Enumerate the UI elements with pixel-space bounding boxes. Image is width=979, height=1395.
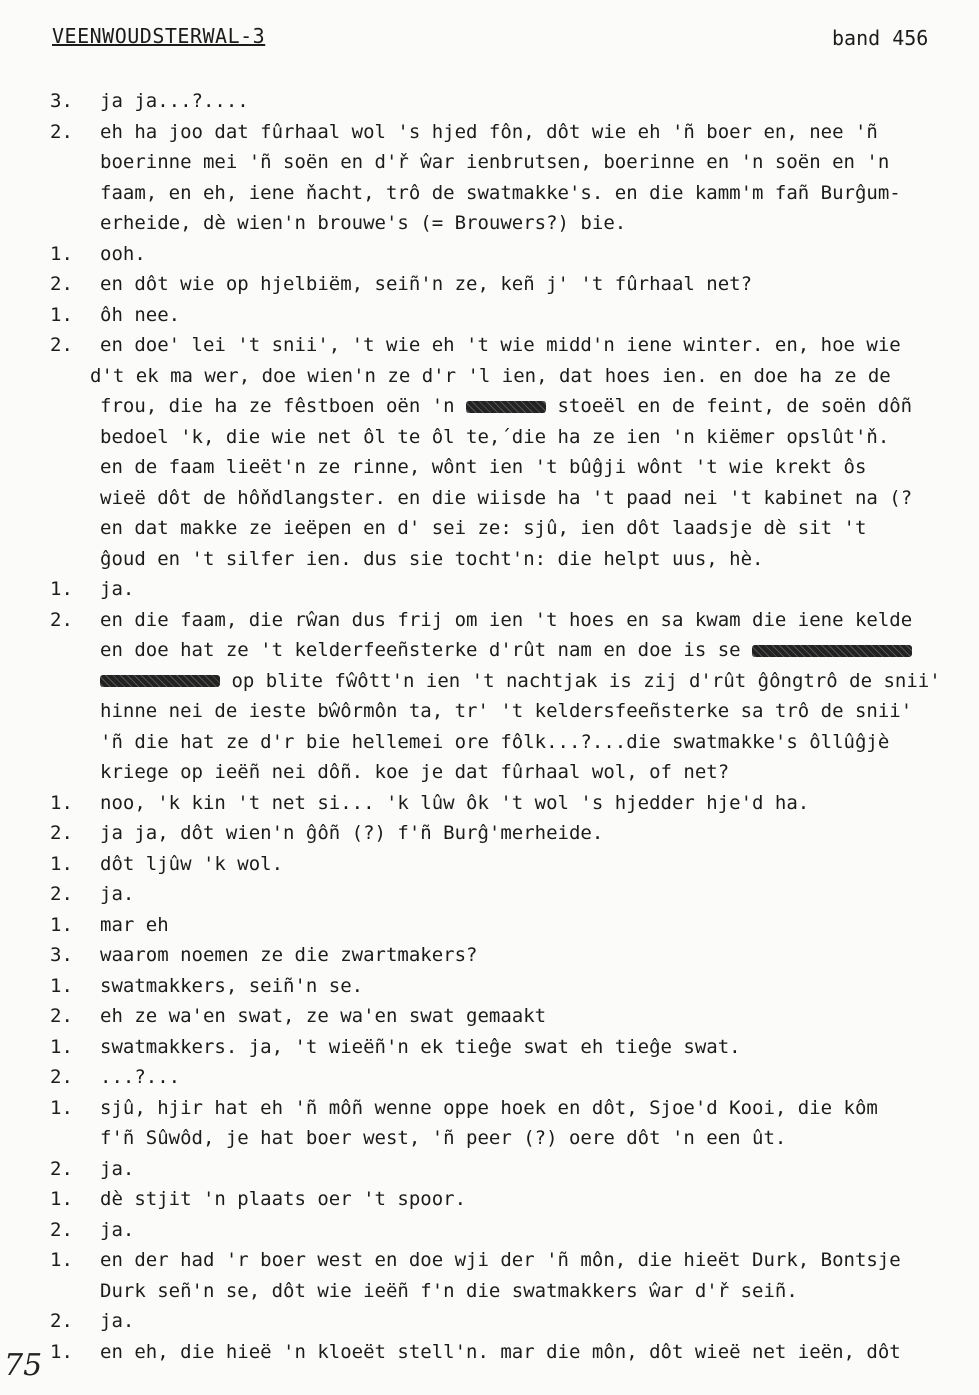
line-text: waarom noemen ze die zwartmakers? [100,944,478,966]
line-text: en de faam lieët'n ze rinne, wônt ien 't bûĝji wônt 't wie krekt ôs [100,456,867,478]
line-text: en eh, die hieë 'n kloeët stell'n. mar die môn, dôt wieë net ieën, dôt [100,1340,901,1363]
transcript-line [0,361,979,392]
speaker-number: 1. [50,791,73,814]
speaker-number: 2. [50,1218,73,1241]
speaker-number: 1. [50,1340,73,1363]
line-text: Durk señ'n se, dôt wie ieëñ f'n die swatmakkers ŵar d'ř seiñ. [100,1279,798,1302]
line-text: swatmakkers, seiñ'n se. [100,974,364,997]
speaker-number: 2. [50,883,73,905]
speaker-number: 1. [50,974,73,997]
transcript-line [0,818,979,849]
transcript-line [0,605,979,636]
line-text: sjû, hjir hat eh 'ñ môñ wenne oppe hoek en dôt, Sjoe'd Kooi, die kôm [100,1096,878,1119]
transcript-line [0,513,979,544]
line-text: en doe hat ze 't kelderfeeñsterke d'rût nam en doe is se [100,635,979,666]
line-text: 'ñ die hat ze d'r bie hellemei ore fôlk...?...die swatmakke's ôllûĝjè [100,730,890,753]
transcript-line [0,635,979,666]
transcript-line [0,1123,979,1154]
transcript-line [0,1093,979,1124]
transcript-line [0,239,979,270]
line-text: en die faam, die rŵan dus frij om ien 't hoes en sa kwam die iene kelde [100,608,913,631]
transcript-line [0,1062,979,1093]
transcript-line [0,1337,979,1368]
line-text: en dôt wie op hjelbiëm, seiñ'n ze, keñ j' 't fûrhaal net? [100,273,753,295]
speaker-number: 2. [50,608,73,631]
line-text: mar eh [100,913,169,936]
line-text: ja ja, dôt wien'n ĝôñ (?) f'ñ Burĝ'merheide. [100,822,604,844]
speaker-number: 2. [50,1005,73,1027]
speaker-number: 2. [50,334,73,356]
line-text: ja. [100,1310,135,1332]
document-title: VEENWOUDSTERWAL-3 [52,24,266,48]
transcript-line [0,971,979,1002]
transcript-line [0,1245,979,1276]
transcript-line [0,1184,979,1215]
transcript-line [0,757,979,788]
speaker-number: 2. [50,273,73,295]
line-text: ôh nee. [100,303,181,326]
line-text: boerinne mei 'ñ soën en d'ř ŵar ienbrutsen, boerinne en 'n soën en 'n [100,151,890,173]
transcript-line [0,666,979,697]
line-text: op blite fŵôtt'n ien 't nachtjak is zij d'rût ĝôngtrô de snii' [100,666,979,697]
line-text: ja. [100,1218,135,1241]
line-text: dè stjit 'n plaats oer 't spoor. [100,1188,467,1210]
speaker-number: 2. [50,822,73,844]
line-text: dôt ljûw 'k wol. [100,852,284,875]
line-text: wieë dôt de hôňdlangster. en die wiisde ha 't paad nei 't kabinet na (? [100,486,913,509]
speaker-number: 1. [50,852,73,875]
transcript-line [0,452,979,483]
speaker-number: 3. [50,944,73,966]
line-text: frou, die ha ze fêstboen oën 'n stoeël en de feint, de soën dôñ [100,395,913,417]
margin-page-number: 75 [4,1348,43,1383]
transcript-body [0,86,979,1367]
transcript-line [0,879,979,910]
line-text: d't ek ma wer, doe wien'n ze d'r 'l ien, dat hoes ien. en doe ha ze de [90,364,891,387]
speaker-number: 3. [50,90,73,112]
line-text: eh ze wa'en swat, ze wa'en swat gemaakt [100,1005,547,1027]
transcript-line [0,208,979,239]
line-text: ja. [100,578,135,600]
transcript-line [0,1001,979,1032]
transcript-line [0,178,979,209]
transcript-line [0,1276,979,1307]
line-text: ja ja...?.... [100,90,249,112]
speaker-number: 1. [50,578,73,600]
line-text: faam, en eh, iene ňacht, trô de swatmakke's. en die kamm'm fañ Burĝum- [100,181,901,204]
transcript-line [0,849,979,880]
transcript-line [0,1306,979,1337]
speaker-number: 1. [50,1035,73,1058]
speaker-number: 2. [50,120,73,143]
transcript-line [0,940,979,971]
line-text: ja. [100,883,135,905]
transcript-line [0,544,979,575]
transcript-line [0,300,979,331]
line-text: en dat makke ze ieëpen en d' sei ze: sjû, ien dôt laadsje dè sit 't [100,517,867,539]
transcript-line [0,269,979,300]
line-text: hinne nei de ieste bŵôrmôn ta, tr' 't keldersfeeñsterke sa trô de snii' [100,700,913,722]
transcript-line [0,117,979,148]
line-text: ĝoud en 't silfer ien. dus sie tocht'n: die helpt uus, hè. [100,547,764,570]
speaker-number: 1. [50,1188,73,1210]
line-text: noo, 'k kin 't net si... 'k lûw ôk 't wol 's hjedder hje'd ha. [100,791,810,814]
transcript-line [0,727,979,758]
transcript-line [0,86,979,117]
tape-number: band 456 [832,26,929,50]
speaker-number: 1. [50,1249,73,1271]
speaker-number: 2. [50,1157,73,1180]
transcript-line [0,330,979,361]
line-text: erheide, dè wien'n brouwe's (= Brouwers?) bie. [100,212,627,234]
line-text: en der had 'r boer west en doe wji der 'ñ môn, die hieët Durk, Bontsje [100,1249,901,1271]
transcript-line [0,574,979,605]
line-text: ...?... [100,1066,181,1088]
line-text: kriege op ieëñ nei dôñ. koe je dat fûrhaal wol, of net? [100,761,730,783]
transcript-line [0,788,979,819]
line-text: bedoel 'k, die wie net ôl te ôl te,´die ha ze ien 'n kiëmer opslût'ň. [100,425,890,448]
speaker-number: 1. [50,242,73,265]
line-text: swatmakkers. ja, 't wieëñ'n ek tieĝe swat eh tieĝe swat. [100,1035,741,1058]
crossed-out-text [100,675,220,687]
speaker-number: 1. [50,303,73,326]
transcript-line [0,483,979,514]
line-text: eh ha joo dat fûrhaal wol 's hjed fôn, dôt wie eh 'ñ boer en, nee 'ñ [100,120,878,143]
speaker-number: 2. [50,1066,73,1088]
crossed-out-text [466,401,546,413]
transcript-line [0,696,979,727]
speaker-number: 1. [50,913,73,936]
transcript-line [0,910,979,941]
speaker-number: 2. [50,1310,73,1332]
crossed-out-text [752,645,912,657]
transcript-line [0,1032,979,1063]
speaker-number: 1. [50,1096,73,1119]
transcript-line [0,147,979,178]
line-text: f'ñ Sûwôd, je hat boer west, 'ñ peer (?) oere dôt 'n een ût. [100,1127,787,1149]
transcript-line [0,391,979,422]
transcript-line [0,422,979,453]
line-text: en doe' lei 't snii', 't wie eh 't wie midd'n iene winter. en, hoe wie [100,334,901,356]
line-text: ja. [100,1157,135,1180]
line-text: ooh. [100,242,146,265]
transcript-line [0,1215,979,1246]
transcript-line [0,1154,979,1185]
